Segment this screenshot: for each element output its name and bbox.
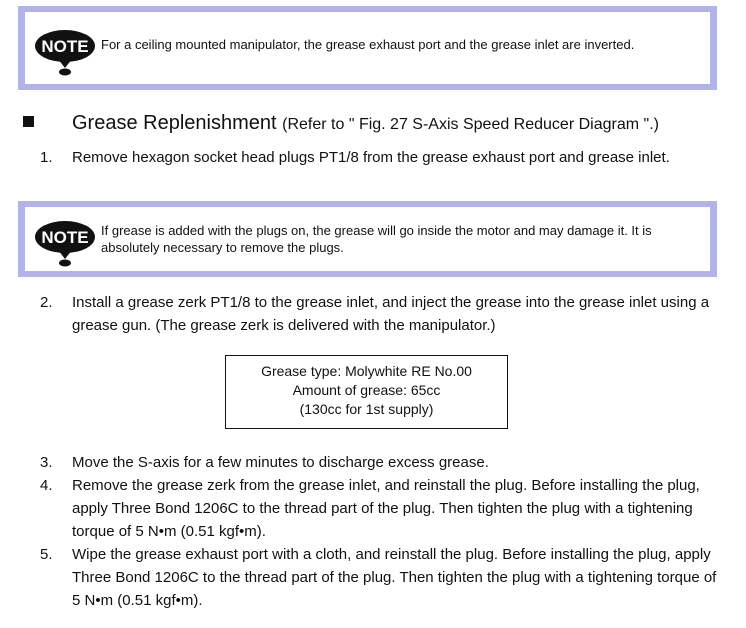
step-text: Install a grease zerk PT1/8 to the grease inlet, and inject the grease into the grease inlet using a grease gun. (The grease zerk is delivered with the manipulator.)	[72, 294, 710, 334]
step-text: Remove hexagon socket head plugs PT1/8 from the grease exhaust port and grease inlet.	[72, 149, 670, 166]
grease-amount: Amount of grease: 65cc	[292, 382, 441, 398]
step-number: 4.	[40, 477, 53, 494]
section-reference-link[interactable]: (Refer to " Fig. 27 S-Axis Speed Reducer Diagram ".)	[282, 116, 659, 133]
note-box-ceiling	[18, 6, 717, 90]
note-icon-label: NOTE	[41, 37, 89, 56]
step-text: Wipe the grease exhaust port with a cloth, and reinstall the plug. Before installing the plug, apply Three Bond 1206C to the thread part of the plug. Then tighten the plug with a tightening torque of 5 N•m (0.51 kgf•m).	[72, 546, 717, 609]
note-text: For a ceiling mounted manipulator, the grease exhaust port and the grease inlet are inverted.	[101, 37, 635, 52]
step-text: Remove the grease zerk from the grease inlet, and reinstall the plug. Before installing the plug, apply Three Bond 1206C to the thread part of the plug. Then tighten the plug with a tightening torque of 5 N•m (0.51 kgf•m).	[72, 477, 700, 540]
section-heading	[72, 110, 659, 138]
step-number: 5.	[40, 546, 53, 563]
step-number: 3.	[40, 454, 53, 471]
note-box-plugs	[18, 201, 717, 277]
note-icon-label: NOTE	[41, 228, 89, 247]
grease-first-supply: (130cc for 1st supply)	[299, 401, 434, 417]
step-text: Move the S-axis for a few minutes to discharge excess grease.	[72, 454, 489, 471]
step-number: 1.	[40, 149, 53, 166]
note-text: If grease is added with the plugs on, the grease will go inside the motor and may damage it. It is absolutely necessary to remove the plugs.	[101, 223, 652, 255]
note-icon	[34, 26, 96, 76]
grease-type: Grease type: Molywhite RE No.00	[261, 363, 472, 379]
step-number: 2.	[40, 294, 53, 311]
section-bullet	[23, 116, 34, 127]
section-title: Grease Replenishment	[72, 112, 277, 134]
note-icon	[34, 217, 96, 267]
grease-spec-box	[225, 355, 508, 429]
